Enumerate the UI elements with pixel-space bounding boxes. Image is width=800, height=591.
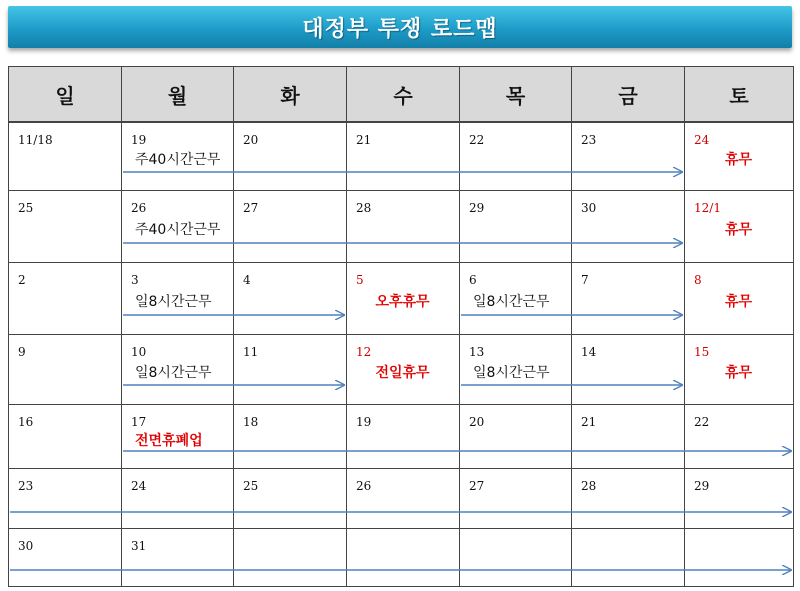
day-cell — [459, 468, 572, 529]
day-cell — [571, 404, 685, 469]
page-title: 대정부 투쟁 로드맵 — [302, 16, 498, 42]
day-number: 20 — [243, 133, 259, 147]
weekday-header: 화 — [233, 66, 347, 122]
day-cell — [8, 528, 122, 587]
status-label-work: 일8시간근무 — [135, 365, 212, 381]
day-cell — [346, 468, 460, 529]
day-number: 24 — [694, 133, 710, 147]
day-cell — [233, 262, 347, 335]
weekday-header: 목 — [459, 66, 572, 122]
status-label-work: 일8시간근무 — [135, 294, 212, 310]
day-cell — [233, 122, 347, 191]
day-number: 18 — [243, 415, 259, 429]
weekday-header: 일 — [8, 66, 122, 122]
day-number: 29 — [469, 201, 485, 215]
day-number: 12/1 — [694, 201, 721, 215]
weekday-header: 금 — [571, 66, 685, 122]
day-number: 31 — [131, 539, 147, 553]
day-cell — [233, 190, 347, 263]
day-cell — [571, 468, 685, 529]
day-number: 6 — [469, 273, 477, 287]
day-number: 9 — [18, 345, 26, 359]
weekday-header: 월 — [121, 66, 234, 122]
day-cell — [121, 528, 234, 587]
day-cell — [8, 262, 122, 335]
day-cell — [571, 122, 685, 191]
day-number: 11 — [243, 345, 259, 359]
day-cell — [346, 404, 460, 469]
day-cell — [571, 334, 685, 405]
day-number: 22 — [694, 415, 710, 429]
day-number: 13 — [469, 345, 485, 359]
day-number: 10 — [131, 345, 147, 359]
day-cell — [346, 122, 460, 191]
day-number: 30 — [18, 539, 34, 553]
status-label-off: 휴무 — [724, 294, 753, 310]
day-cell — [233, 334, 347, 405]
day-number: 19 — [356, 415, 372, 429]
day-cell — [684, 528, 794, 587]
day-number: 3 — [131, 273, 139, 287]
day-number: 22 — [469, 133, 485, 147]
weekday-header: 토 — [684, 66, 794, 122]
day-number: 26 — [131, 201, 147, 215]
day-cell — [8, 404, 122, 469]
day-cell — [233, 528, 347, 587]
day-number: 15 — [694, 345, 710, 359]
day-cell — [346, 528, 460, 587]
status-label-work: 일8시간근무 — [473, 294, 550, 310]
day-cell — [346, 190, 460, 263]
status-label-off: 휴무 — [724, 222, 753, 238]
day-number: 28 — [356, 201, 372, 215]
day-number: 29 — [694, 479, 710, 493]
day-number: 27 — [469, 479, 485, 493]
status-label-off: 전면휴폐업 — [135, 433, 203, 449]
day-number: 4 — [243, 273, 251, 287]
day-cell — [8, 122, 122, 191]
day-cell — [233, 468, 347, 529]
day-number: 12 — [356, 345, 372, 359]
status-label-off: 휴무 — [724, 152, 753, 168]
day-number: 7 — [581, 273, 589, 287]
day-number: 20 — [469, 415, 485, 429]
day-number: 26 — [356, 479, 372, 493]
day-cell — [684, 468, 794, 529]
day-number: 2 — [18, 273, 26, 287]
day-cell — [8, 334, 122, 405]
day-cell — [571, 262, 685, 335]
day-number: 25 — [18, 201, 34, 215]
day-number: 8 — [694, 273, 702, 287]
day-number: 28 — [581, 479, 597, 493]
day-cell — [684, 404, 794, 469]
day-number: 11/18 — [18, 133, 53, 147]
status-label-work: 일8시간근무 — [473, 365, 550, 381]
day-number: 14 — [581, 345, 597, 359]
day-number: 27 — [243, 201, 259, 215]
day-cell — [459, 404, 572, 469]
day-number: 30 — [581, 201, 597, 215]
day-cell — [121, 468, 234, 529]
day-number: 24 — [131, 479, 147, 493]
day-number: 23 — [18, 479, 34, 493]
day-number: 16 — [18, 415, 34, 429]
day-number: 17 — [131, 415, 147, 429]
day-number: 5 — [356, 273, 364, 287]
status-label-off: 전일휴무 — [375, 365, 430, 381]
day-cell — [233, 404, 347, 469]
day-cell — [459, 190, 572, 263]
status-label-work: 주40시간근무 — [135, 152, 221, 168]
day-cell — [571, 190, 685, 263]
weekday-header: 수 — [346, 66, 460, 122]
status-label-off: 오후휴무 — [375, 294, 430, 310]
day-cell — [8, 468, 122, 529]
day-cell — [571, 528, 685, 587]
status-label-work: 주40시간근무 — [135, 222, 221, 238]
day-number: 21 — [581, 415, 597, 429]
day-number: 23 — [581, 133, 597, 147]
day-cell — [459, 528, 572, 587]
calendar-grid — [8, 66, 793, 586]
title-banner — [8, 6, 792, 48]
day-number: 25 — [243, 479, 259, 493]
day-number: 21 — [356, 133, 372, 147]
status-label-off: 휴무 — [724, 365, 753, 381]
day-number: 19 — [131, 133, 147, 147]
day-cell — [8, 190, 122, 263]
day-cell — [459, 122, 572, 191]
